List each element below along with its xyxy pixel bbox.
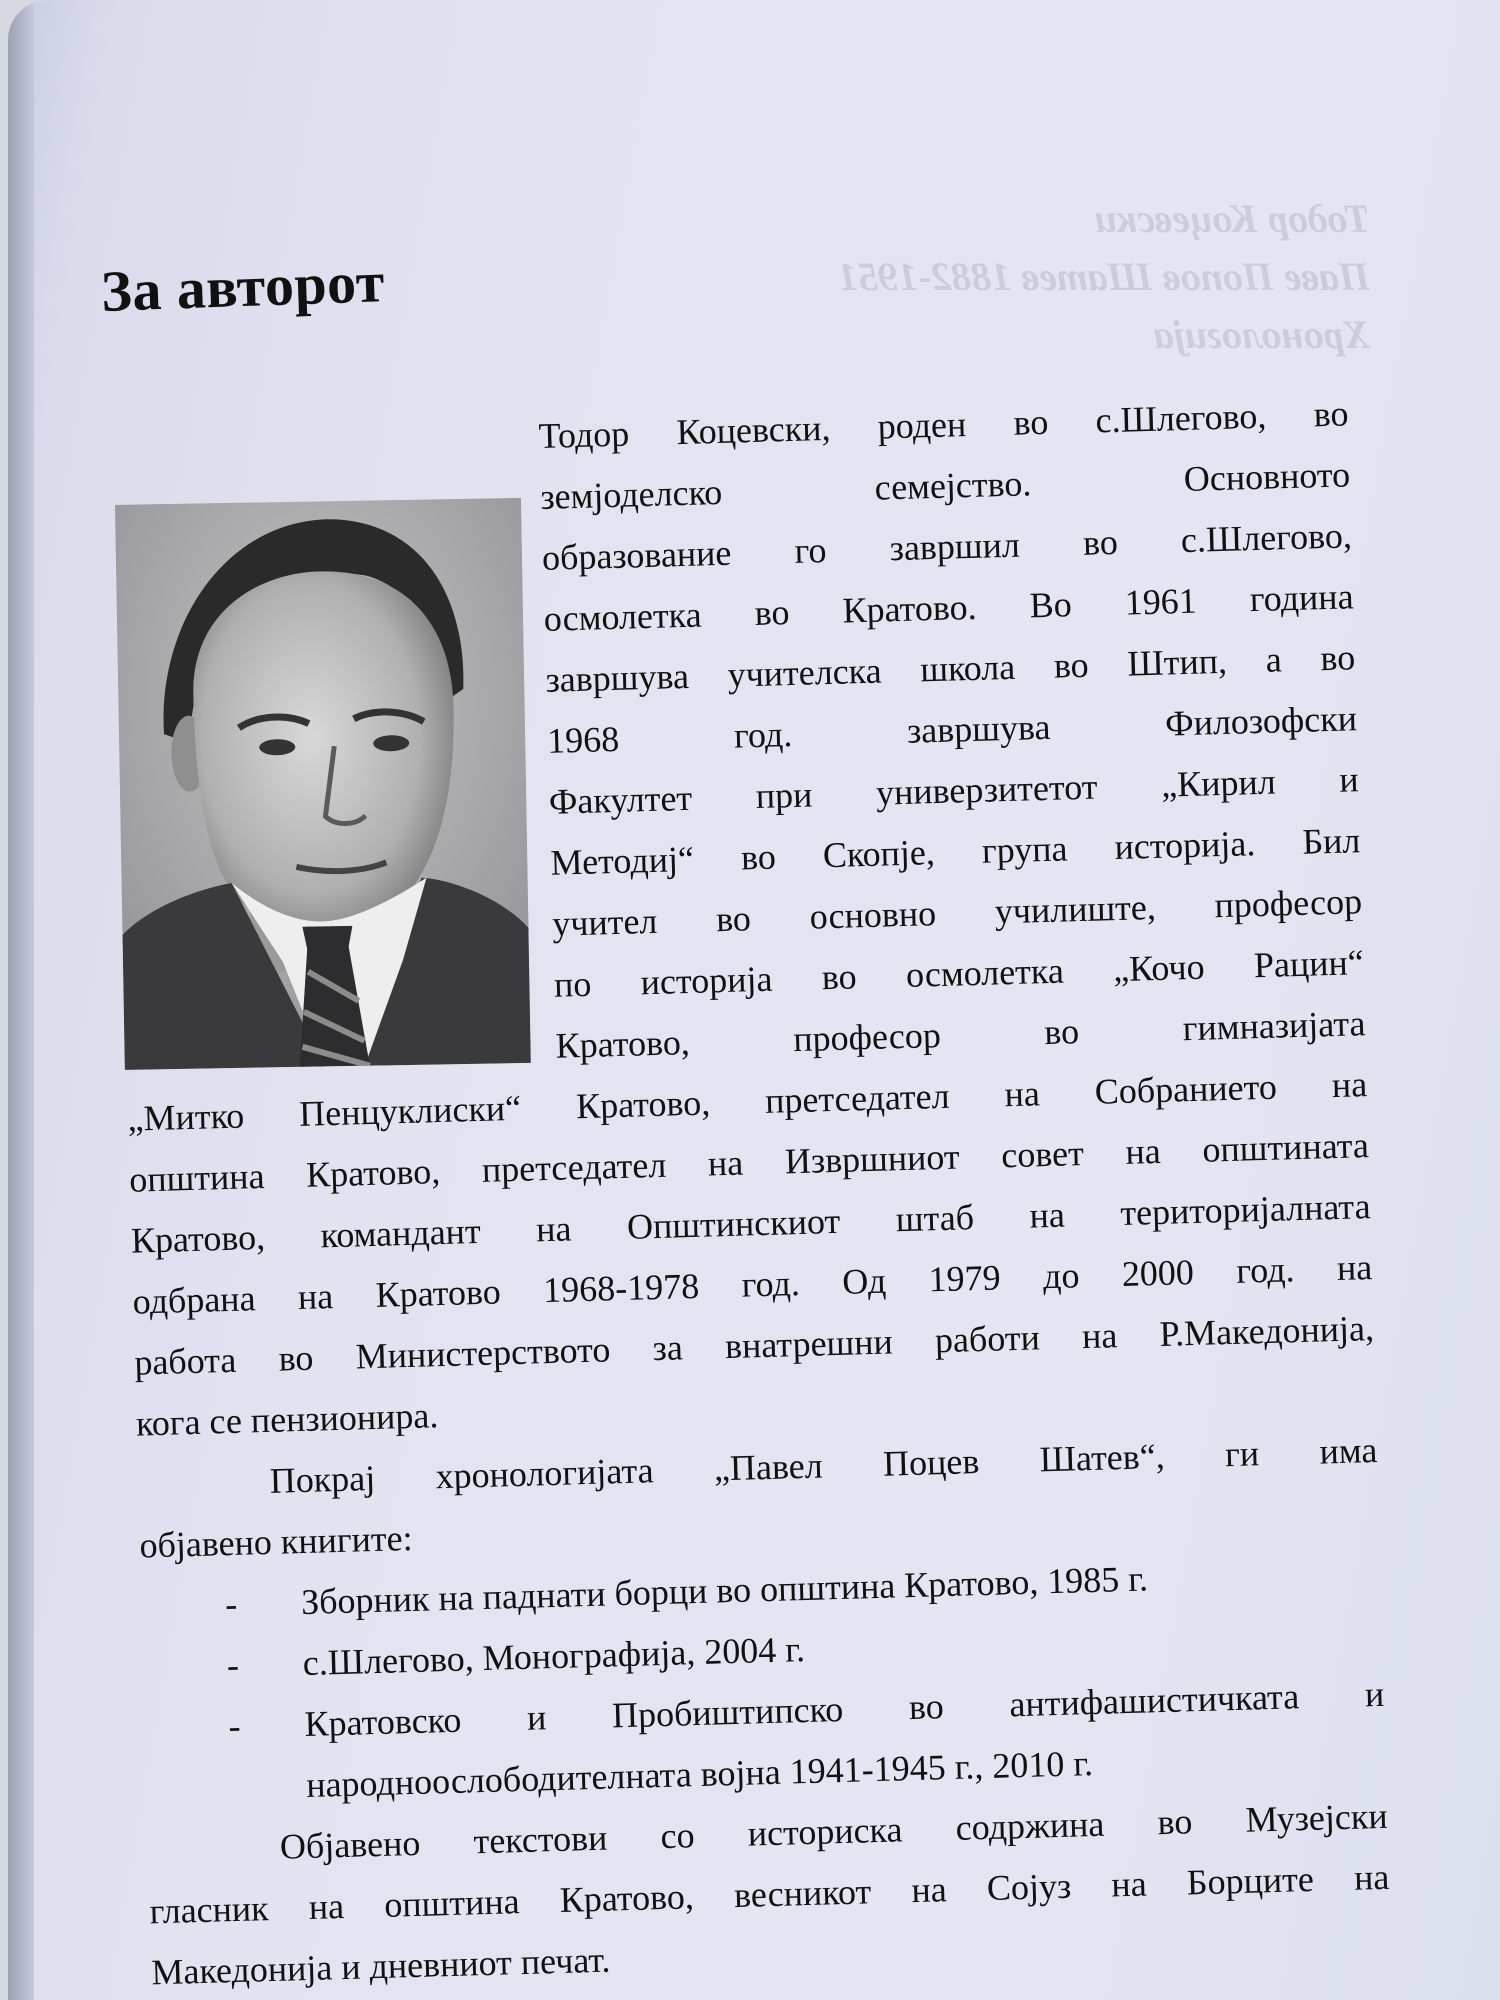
bio-line: работа во Министерството за внатрешни работи на Р.Македонија, xyxy=(133,1308,1375,1383)
texts-line: Македонија и дневниот печат. xyxy=(150,1939,611,1993)
bio-line: одбрана на Кратово 1968-1978 год. Од 1979 до 2000 год. на xyxy=(132,1247,1373,1322)
bullet-dash: - xyxy=(226,1644,240,1686)
bio-line: Кратово, професор во гимназијата xyxy=(555,1003,1366,1066)
bio-line: завршува учителска школа во Штип, а во xyxy=(544,637,1356,700)
book-title: с.Шлегово, Монографија, 2004 г. xyxy=(302,1629,806,1684)
author-bio xyxy=(108,383,1392,2000)
bio-line: земјоделско семејство. Основното xyxy=(539,454,1351,517)
bleed-line: Тодор Коцевски xyxy=(1094,196,1370,241)
book-title: Зборник на паднати борци во општина Кратово, 1985 г. xyxy=(300,1558,1149,1623)
texts-line: Објавено текстови со историска содржина во Музејски xyxy=(279,1795,1389,1867)
bio-line: кога се пензионира. xyxy=(135,1395,439,1444)
bio-line: учител во основно училиште, професор xyxy=(551,881,1363,944)
book-page xyxy=(8,0,1500,2000)
page-gutter xyxy=(8,0,34,2000)
bio-line: Тодор Коцевски, роден во с.Шлегово, во xyxy=(538,393,1349,456)
bullet-dash: - xyxy=(228,1705,242,1747)
bio-line: општина Кратово, претседател на Извршниот совет на општината xyxy=(128,1125,1370,1200)
bullet-dash: - xyxy=(224,1583,238,1625)
texts-line: гласник на општина Кратово, весникот на Сојуз на Борците на xyxy=(149,1856,1390,1932)
bio-line: Кратово, командант на Општинскиот штаб на територијалната xyxy=(130,1186,1372,1261)
bleed-through-text xyxy=(837,190,1370,364)
bio-line: „Митко Пенцуклиски“ Кратово, претседател на Собранието на xyxy=(127,1064,1368,1139)
book-title-continued: народноослободителната војна 1941-1945 г., 2010 г. xyxy=(305,1743,1094,1805)
bleed-line: Паве Попов Шатев 1882-1951 xyxy=(837,254,1370,299)
bio-line: Факултет при универзитетот „Кирил и xyxy=(548,759,1360,822)
page-title: За авторот xyxy=(100,249,386,324)
bio-line: 1968 год. завршува Филозофски xyxy=(546,698,1358,761)
books-intro-line: Покрај хронологијата „Павел Поцев Шатев“, ги има xyxy=(269,1429,1378,1501)
bleed-line: Хронологија xyxy=(1153,312,1370,357)
bio-line: осмолетка во Кратово. Во 1961 година xyxy=(543,576,1355,639)
books-intro-line: објавено книгите: xyxy=(138,1517,414,1566)
bio-line: образование го завршил во с.Шлегово, xyxy=(541,515,1353,578)
book-title: Кратовско и Пробиштипско во антифашистичката и xyxy=(303,1673,1385,1745)
bio-line: Методиј“ во Скопје, група историја. Бил xyxy=(550,820,1361,883)
bio-line: по историја во осмолетка „Кочо Рацин“ xyxy=(553,942,1365,1005)
